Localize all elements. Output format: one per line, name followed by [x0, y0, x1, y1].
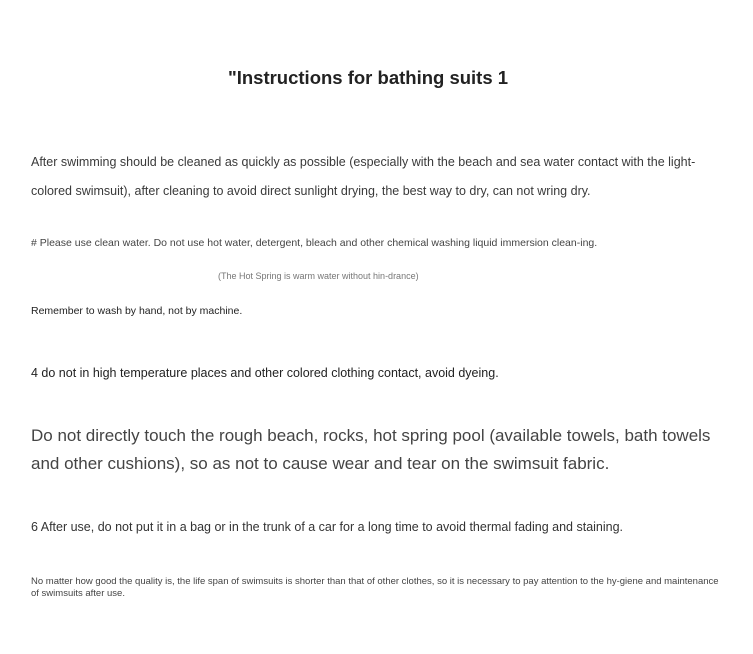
instruction-hand-wash: Remember to wash by hand, not by machine.: [31, 305, 243, 317]
instruction-clean-water: # Please use clean water. Do not use hot water, detergent, bleach and other chemical washing liquid immersion clean-ing.: [31, 237, 598, 249]
instruction-storage: 6 After use, do not put it in a bag or in the trunk of a car for a long time to avoid thermal fading and staining.: [31, 520, 624, 534]
instruction-avoid-dyeing: 4 do not in high temperature places and other colored clothing contact, avoid dyeing.: [31, 366, 499, 380]
instruction-after-swimming: After swimming should be cleaned as quickly as possible (especially with the beach and sea water contact with the light-colored swimsuit), after cleaning to avoid direct sunlight drying, the best way to dry, can not wring dry.: [31, 155, 696, 198]
instruction-avoid-rough-surfaces: Do not directly touch the rough beach, rocks, hot spring pool (available towels, bath towels and other cushions), so as not to cause wear and tear on the swimsuit fabric.: [31, 426, 711, 473]
page-title: "Instructions for bathing suits 1: [227, 67, 509, 88]
instruction-lifespan-note: No matter how good the quality is, the life span of swimsuits is shorter than that of other clothes, so it is necessary to pay attention to the hy-giene and maintenance of swimsuits after use.: [31, 576, 719, 599]
hot-spring-note: (The Hot Spring is warm water without hin-drance): [218, 271, 419, 281]
